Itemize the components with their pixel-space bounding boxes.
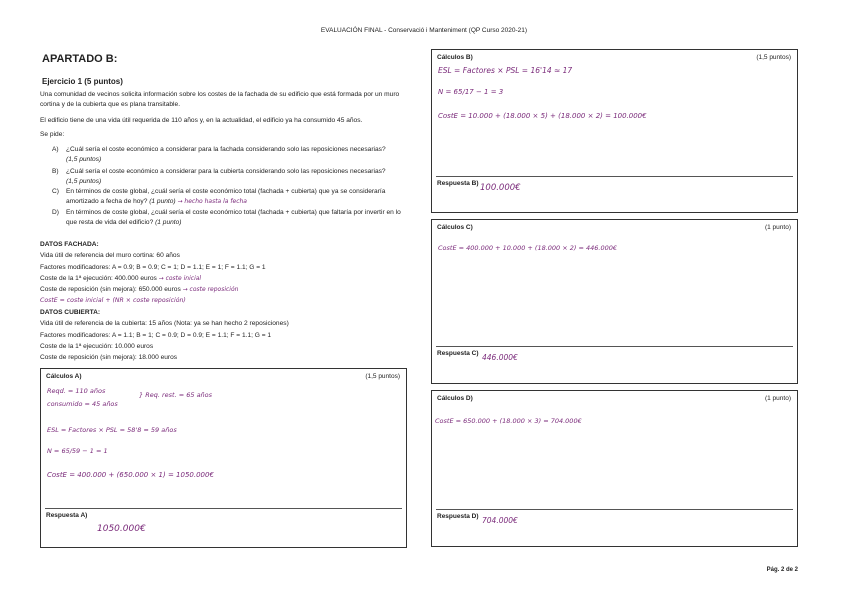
question-label: C): [52, 188, 59, 195]
cubierta-line-1: Vida útil de referencia de la cubierta: 15 años (Nota: ya se han hecho 2 reposiciones): [40, 320, 289, 327]
question-text: ¿Cuál sería el coste económico a considerar para la cubierta considerando solo las reposiciones necesarias?: [66, 168, 386, 175]
calculos-a-box: [40, 368, 407, 548]
cubierta-title: DATOS CUBIERTA:: [40, 309, 101, 316]
calculos-c-box: [431, 219, 798, 384]
handwritten-note: → hecho hasta la fecha: [177, 198, 247, 205]
handwritten-answer: 446.000€: [482, 353, 518, 362]
box-title: Cálculos B): [437, 54, 473, 61]
question-b: [52, 167, 408, 187]
page-number: Pág. 2 de 2: [766, 567, 798, 573]
divider: [436, 509, 793, 510]
cubierta-line-3: Coste de la 1ª ejecución: 10.000 euros: [40, 343, 154, 350]
handwritten-line: CostE = 400.000 + 10.000 + (18.000 × 2) = 446.000€: [438, 244, 618, 252]
question-label: B): [52, 168, 59, 175]
handwritten-formula: CostE = coste inicial + (NR × coste reposición): [40, 297, 186, 304]
cubierta-line-2: Factores modificadores: A = 1.1; B = 1; C = 0.9; D = 0.9; E = 1.1; F = 1.1; G = 1: [40, 332, 272, 339]
calculos-b-box: [431, 49, 798, 213]
question-label: A): [52, 146, 59, 153]
section-title: APARTADO B:: [42, 53, 118, 65]
handwritten-line: CostE = 400.000 + (650.000 × 1) = 1050.000€: [47, 471, 214, 479]
divider: [436, 346, 793, 347]
intro-paragraph-2: El edificio tiene de una vida útil requerida de 110 años y, en la actualidad, el edificio ya ha consumido 45 años.: [40, 117, 363, 124]
handwritten-line: ESL = Factores × PSL = 58'8 ≈ 59 años: [47, 426, 177, 434]
question-a: [52, 145, 408, 165]
question-text: ¿Cuál sería el coste económico a considerar para la fachada considerando solo las reposiciones necesarias?: [66, 146, 386, 153]
fachada-title: DATOS FACHADA:: [40, 241, 99, 248]
handwritten-note: → coste reposición: [182, 286, 239, 293]
response-label: Respuesta D): [437, 513, 479, 520]
page-header: EVALUACIÓN FINAL - Conservació i Manteniment (QP Curso 2020-21): [320, 27, 528, 34]
box-points: (1 punto): [764, 395, 791, 402]
box-points: (1,5 puntos): [756, 54, 791, 61]
divider: [45, 508, 402, 509]
fachada-line-3: Coste de la 1ª ejecución: 400.000 euros → coste inicial: [40, 275, 202, 282]
handwritten-line: } Req. rest. = 65 años: [139, 391, 213, 399]
divider: [436, 176, 793, 177]
question-d: [52, 208, 408, 228]
question-label: D): [52, 209, 59, 216]
question-text: En términos de coste global, ¿cuál sería el coste económico total (fachada + cubierta) que faltaría por invertir en lo que resta de vida del edificio?: [66, 209, 401, 226]
box-title: Cálculos D): [437, 395, 473, 402]
question-points: (1 punto): [149, 198, 176, 205]
exercise-title: Ejercicio 1 (5 puntos): [42, 77, 123, 86]
intro-paragraph-1: Una comunidad de vecinos solicita información sobre los costes de la fachada de su edificio que está formada por un muro cortina y de la cubierta que es plana transitable.: [40, 91, 400, 108]
calculos-d-box: [431, 390, 798, 547]
handwritten-line: consumido = 45 años: [47, 400, 118, 408]
box-title: Cálculos C): [437, 224, 473, 231]
handwritten-line: Reqd. = 110 años: [47, 387, 106, 395]
handwritten-answer: 704.000€: [482, 516, 518, 525]
handwritten-line: N = 65/59 − 1 = 1: [47, 447, 108, 455]
fachada-line-2: Factores modificadores: A = 0.9; B = 0.9; C = 1; D = 1.1; E = 1; F = 1.1; G = 1: [40, 264, 266, 271]
handwritten-line: CostE = 10.000 + (18.000 × 5) + (18.000 × 2) = 100.000€: [438, 112, 647, 120]
fachada-line-4: Coste de reposición (sin mejora): 650.000 euros → coste reposición: [40, 286, 239, 293]
handwritten-line: ESL = Factores × PSL = 16'14 ≈ 17: [438, 66, 573, 75]
box-title: Cálculos A): [46, 373, 82, 380]
question-c: [52, 187, 408, 207]
question-points: (1,5 puntos): [66, 178, 102, 185]
question-text: En términos de coste global, ¿cuál sería el coste económico total (fachada + cubierta) que ya se consideraría amortizado a fecha de hoy?: [66, 188, 386, 205]
cubierta-line-4: Coste de reposición (sin mejora): 18.000 euros: [40, 354, 178, 361]
question-points: (1,5 puntos): [66, 156, 102, 163]
response-label: Respuesta B): [437, 180, 479, 187]
handwritten-line: CostE = 650.000 + (18.000 × 3) = 704.000€: [435, 417, 582, 425]
se-pide: Se pide:: [40, 131, 65, 138]
handwritten-answer: 100.000€: [480, 183, 521, 193]
response-label: Respuesta C): [437, 350, 479, 357]
response-label: Respuesta A): [46, 512, 88, 519]
question-points: (1 punto): [155, 219, 182, 226]
box-points: (1 punto): [764, 224, 791, 231]
handwritten-answer: 1050.000€: [97, 524, 146, 534]
fachada-line-1: Vida útil de referencia del muro cortina: 60 años: [40, 252, 180, 259]
handwritten-line: N = 65/17 − 1 = 3: [438, 88, 504, 96]
handwritten-note: → coste inicial: [158, 275, 202, 282]
box-points: (1,5 puntos): [365, 373, 400, 380]
